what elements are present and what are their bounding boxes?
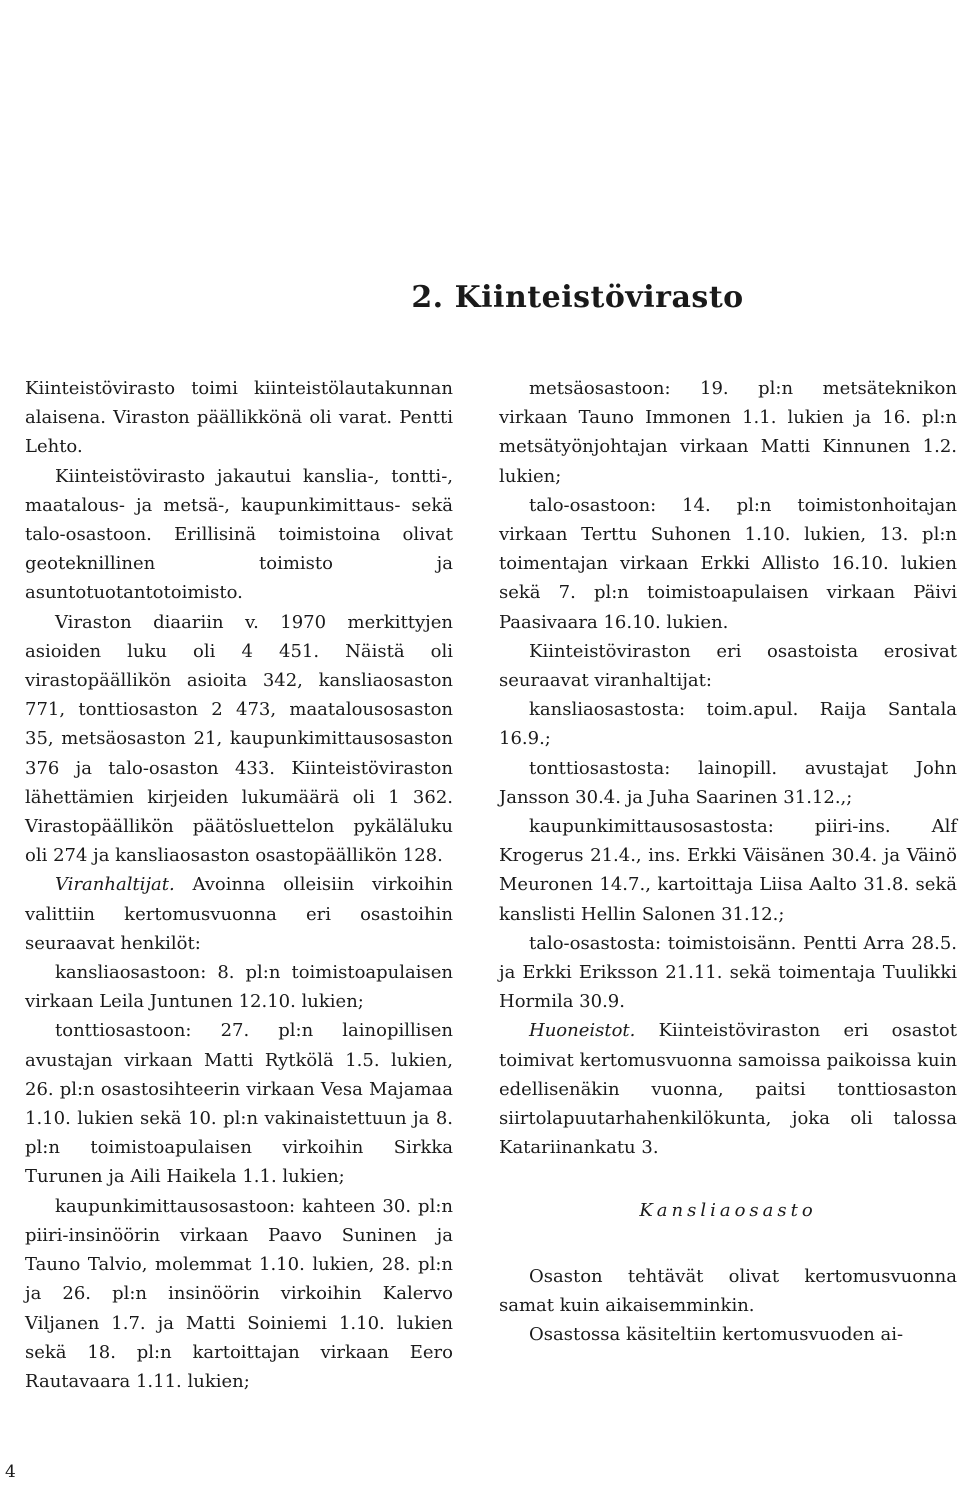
paragraph: Kiinteistövirasto toimi kiinteistölautakunnan alaisena. Viraston päällikkönä oli varat. Pentti Lehto. [25,378,453,458]
paragraph: Kiinteistöviraston eri osastoista erosivat seuraavat viranhaltijat: [499,640,957,692]
paragraph-text: Kiinteistöviraston eri osastot toimivat kertomusvuonna samoissa paikoissa kuin edellisenäkin vuonna, paitsi tonttiosaston siirtolapuutarhahenkilökunta, joka oli talossa Katariinankatu 3. [499,1020,957,1159]
paragraph: tonttiosastosta: lainopill. avustajat John Jansson 30.4. ja Juha Saarinen 31.12.,; [499,757,957,808]
paragraph: tonttiosastoon: 27. pl:n lainopillisen avustajan virkaan Matti Rytkölä 1.5. lukien, 26. pl:n osastosihteerin virkaan Vesa Majamaa 1.10. lukien sekä 10. pl:n vakinaistettuun ja 8. pl:n toimistoapulaisen virkoihin Sirkka Turunen ja Aili Haikela 1.1. lukien; [25,1020,453,1188]
section-heading: Kansliaosasto [639,1200,817,1222]
paragraph: Osastossa käsiteltiin kertomusvuoden ai- [529,1324,904,1346]
left-column [25,374,453,1396]
paragraph: talo-osastosta: toimistoisänn. Pentti Arra 28.5. ja Erkki Eriksson 21.11. sekä toimentaja Tuulikki Hormila 30.9. [499,932,957,1013]
paragraph-lead: Huoneistot. [529,1020,636,1042]
paragraph: talo-osastoon: 14. pl:n toimistonhoitajan virkaan Terttu Suhonen 1.10. lukien, 13. pl:n toimentajan virkaan Erkki Allisto 16.10. lukien sekä 7. pl:n toimistoapulaisen virkaan Päivi Paasivaara 16.10. lukien. [499,494,957,633]
paragraph [25,870,453,958]
paragraph: kaupunkimittausosastoon: kahteen 30. pl:n piiri-insinöörin virkaan Paavo Suninen ja Tauno Talvio, molemmat 1.10. lukien, 28. pl:n ja 26. pl:n insinöörin virkoihin Kalervo Viljanen 1.7. ja Matti Soiniemi 1.10. lukien sekä 18. pl:n kartoittajan virkaan Eero Rautavaara 1.11. lukien; [25,1195,453,1392]
paragraph: Osaston tehtävät olivat kertomusvuonna samat kuin aikaisemminkin. [499,1265,957,1316]
paragraph-lead: Viranhaltijat. [55,874,175,896]
paragraph: kansliaosastosta: toim.apul. Raija Santala 16.9.; [499,699,957,750]
paragraph: Viraston diaariin v. 1970 merkittyjen asioiden luku oli 4 451. Näistä oli virastopäällikön asioita 342, kansliaosaston 771, tonttiosaston 2 473, maatalousosaston 35, metsäosaston 21, kaupunkimittausosaston 376 ja talo-osaston 433. Kiinteistöviraston lähettämien kirjeiden lukumäärä oli 1 362. Virastopäällikön päätösluettelon pykäläluku oli 274 ja kansliaosaston osastopäällikön 128. [25,611,453,867]
paragraph: metsäosastoon: 19. pl:n metsäteknikon virkaan Tauno Immonen 1.1. lukien ja 16. pl:n metsätyönjohtajan virkaan Matti Kinnunen 1.2. lukien; [499,378,957,487]
paragraph: kansliaosastoon: 8. pl:n toimistoapulaisen virkaan Leila Juntunen 12.10. lukien; [25,962,453,1013]
paragraph-text: Avoinna olleisiin virkoihin valittiin kertomusvuonna eri osastoihin seuraavat henkilöt: [25,874,453,954]
paragraph: kaupunkimittausosastosta: piiri-ins. Alf Krogerus 21.4., ins. Erkki Väisänen 30.4. ja Väinö Meuronen 14.7., kartoittaja Liisa Aalto 31.8. sekä kanslisti Hellin Salonen 31.12.; [499,816,957,925]
page-title-text: 2. Kiinteistövirasto [411,280,744,315]
paragraph: Kiinteistövirasto jakautui kanslia-, tontti-, maatalous- ja metsä-, kaupunkimittaus- sekä talo-osastoon. Erillisinä toimistoina olivat geoteknillinen toimisto ja asuntotuotantotoimisto. [25,465,453,604]
paragraph [499,1016,957,1162]
page-number: 4 [5,1462,16,1482]
page-title [0,280,960,315]
right-column [499,374,957,1349]
